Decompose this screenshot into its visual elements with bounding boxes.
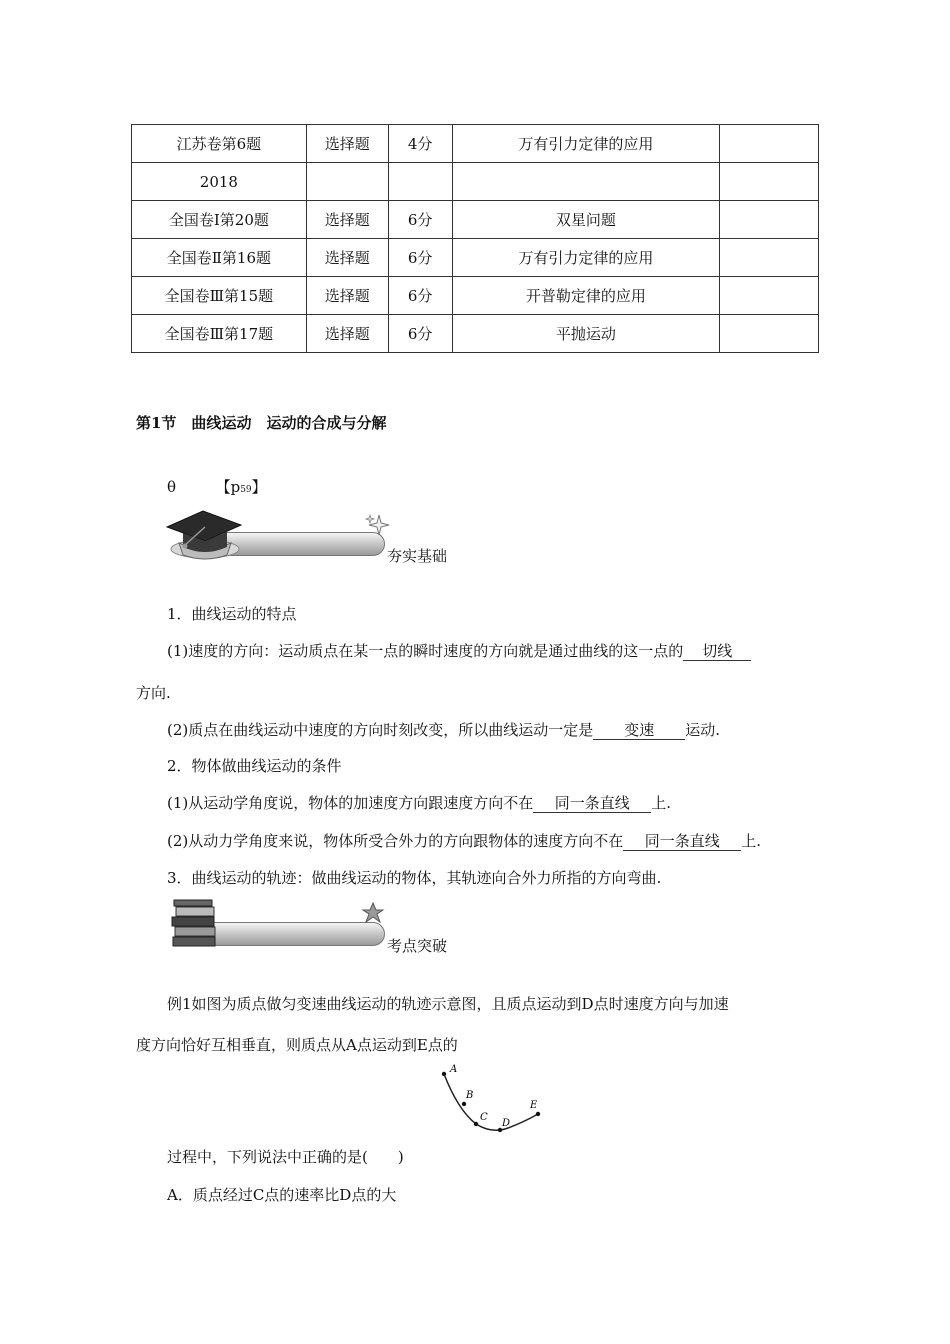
point-1-a — [167, 640, 751, 661]
point-e-dot — [536, 1112, 540, 1116]
point-3: 3．曲线运动的轨迹：做曲线运动的物体，其轨迹向合外力所指的方向弯曲. — [167, 869, 662, 887]
table-cell — [720, 201, 819, 239]
table-cell — [388, 163, 452, 201]
point-1-title: 1．曲线运动的特点 — [167, 605, 297, 623]
point-1-b-end: 运动. — [685, 721, 721, 739]
example-option-a: A．质点经过C点的速率比D点的大 — [167, 1186, 397, 1204]
graduation-cap-icon — [165, 505, 245, 565]
banner-foundation — [165, 505, 395, 565]
table-cell: 选择题 — [306, 315, 388, 353]
banner-key-points — [165, 895, 395, 955]
section-title: 第1节 曲线运动 运动的合成与分解 — [136, 414, 387, 432]
point-1-a-cont: 方向. — [136, 684, 171, 702]
banner-foundation-label: 夯实基础 — [387, 547, 448, 565]
table-cell: 万有引力定律的应用 — [452, 125, 720, 163]
point-2-b-end: 上. — [741, 832, 762, 850]
exam-table-body — [132, 125, 819, 353]
table-cell: 选择题 — [306, 201, 388, 239]
banner-bar — [205, 922, 385, 946]
table-cell — [720, 239, 819, 277]
point-2-b — [167, 830, 761, 851]
sparkle-icon — [365, 513, 391, 537]
ref-close: 】 — [251, 478, 267, 496]
label-d: D — [502, 1118, 511, 1129]
banner-key-points-label: 考点突破 — [387, 937, 448, 955]
answer-blank-variable-speed: 变速 — [593, 721, 685, 740]
table-row — [132, 201, 819, 239]
table-cell — [306, 163, 388, 201]
point-1-b — [167, 719, 720, 740]
point-a-dot — [442, 1072, 446, 1076]
table-cell — [720, 277, 819, 315]
table-row — [132, 163, 819, 201]
point-2-a — [167, 792, 671, 813]
label-a: A — [450, 1064, 458, 1075]
label-e: E — [530, 1100, 538, 1111]
leaf-icon — [361, 901, 385, 925]
example-line-2: 度方向恰好互相垂直，则质点从A点运动到E点的 — [136, 1036, 458, 1054]
table-cell: 2018 — [132, 163, 307, 201]
table-cell: 全国卷Ⅲ第15题 — [132, 277, 307, 315]
example-line-3: 过程中，下列说法中正确的是( ) — [167, 1148, 404, 1166]
point-2-a-end: 上. — [651, 794, 672, 812]
table-row — [132, 315, 819, 353]
point-2-a-text: (1)从运动学角度说，物体的加速度方向跟速度方向不在 — [167, 794, 534, 812]
ref-page-number: 59 — [240, 485, 252, 495]
answer-blank-same-line-1: 同一条直线 — [533, 794, 651, 813]
table-cell: 江苏卷第6题 — [132, 125, 307, 163]
table-cell — [720, 315, 819, 353]
answer-blank-tangent: 切线 — [683, 642, 751, 661]
trajectory-figure — [420, 1060, 550, 1138]
table-cell — [720, 163, 819, 201]
table-cell: 全国卷Ⅰ第20题 — [132, 201, 307, 239]
table-cell: 4分 — [388, 125, 452, 163]
table-row — [132, 239, 819, 277]
table-cell: 6分 — [388, 277, 452, 315]
table-cell: 全国卷Ⅱ第16题 — [132, 239, 307, 277]
point-1-a-text: (1)速度的方向：运动质点在某一点的瞬时速度的方向就是通过曲线的这一点的 — [167, 642, 684, 660]
theta-symbol: θ — [167, 478, 177, 496]
table-cell: 万有引力定律的应用 — [452, 239, 720, 277]
table-cell — [452, 163, 720, 201]
point-2-b-text: (2)从动力学角度来说，物体所受合外力的方向跟物体的速度方向不在 — [167, 832, 624, 850]
table-cell: 选择题 — [306, 125, 388, 163]
books-icon — [169, 899, 221, 951]
table-cell: 选择题 — [306, 239, 388, 277]
table-cell: 平抛运动 — [452, 315, 720, 353]
table-row — [132, 277, 819, 315]
example-line-1: 例1如图为质点做匀变速曲线运动的轨迹示意图，且质点运动到D点时速度方向与加速 — [167, 995, 729, 1013]
label-c: C — [480, 1112, 488, 1123]
exam-table — [131, 124, 819, 353]
table-row — [132, 125, 819, 163]
point-c-dot — [474, 1122, 478, 1126]
table-cell: 选择题 — [306, 277, 388, 315]
trajectory-curve — [444, 1074, 538, 1130]
table-cell: 开普勒定律的应用 — [452, 277, 720, 315]
page-reference — [167, 476, 267, 497]
table-cell — [720, 125, 819, 163]
point-b-dot — [462, 1102, 466, 1106]
table-cell: 全国卷Ⅲ第17题 — [132, 315, 307, 353]
ref-open: 【p — [215, 478, 241, 496]
table-cell: 6分 — [388, 315, 452, 353]
answer-blank-same-line-2: 同一条直线 — [623, 832, 741, 851]
table-cell: 6分 — [388, 239, 452, 277]
point-2-title: 2．物体做曲线运动的条件 — [167, 757, 342, 775]
table-cell: 6分 — [388, 201, 452, 239]
table-cell: 双星问题 — [452, 201, 720, 239]
point-1-b-text: (2)质点在曲线运动中速度的方向时刻改变，所以曲线运动一定是 — [167, 721, 594, 739]
label-b: B — [466, 1090, 474, 1101]
